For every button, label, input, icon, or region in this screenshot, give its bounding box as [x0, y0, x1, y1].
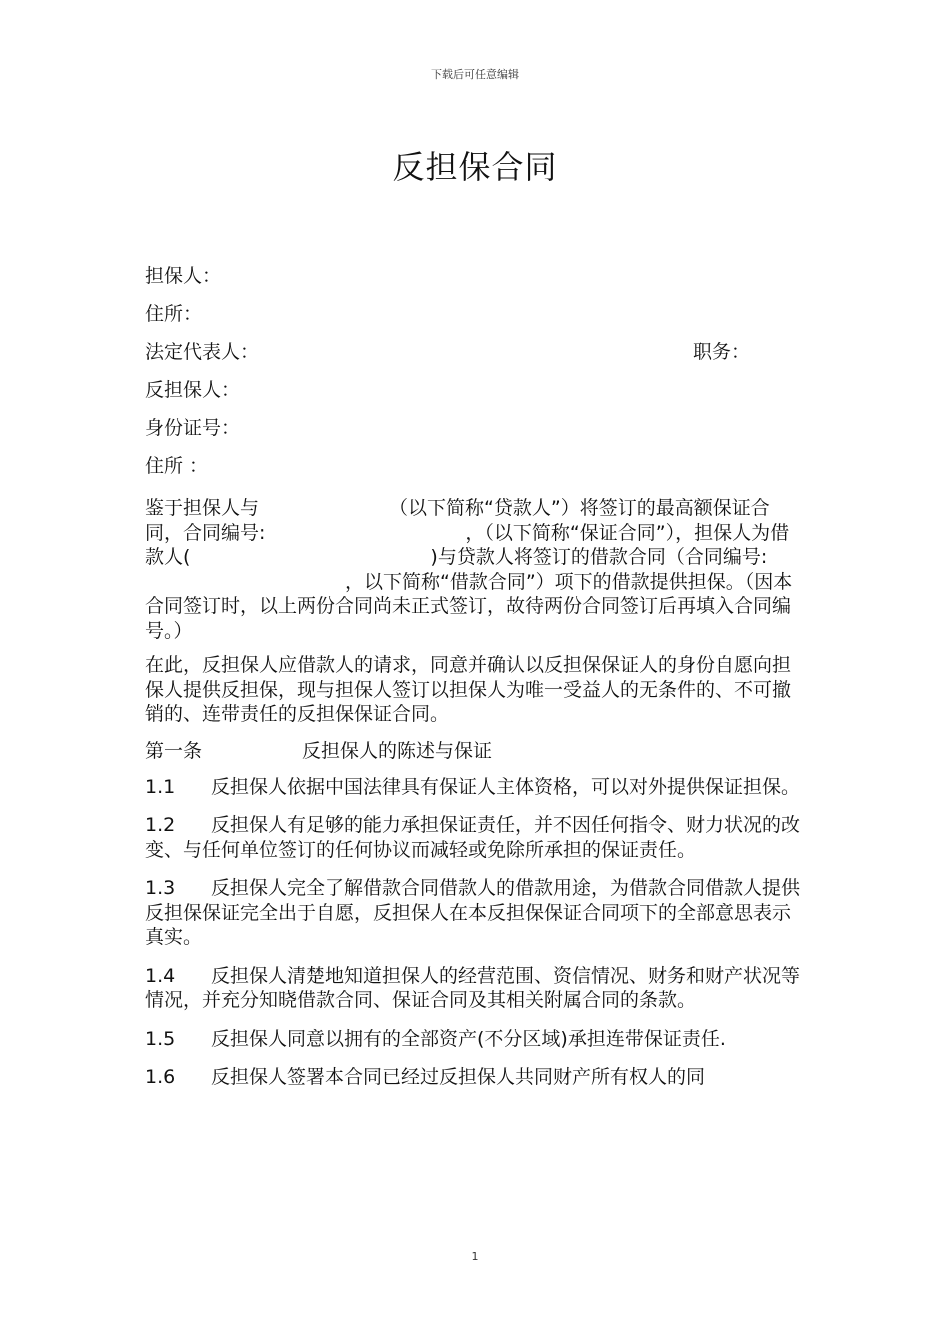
recital-text: 鉴于担保人与 [145, 497, 260, 519]
header-note: 下载后可任意编辑 [431, 68, 519, 81]
clause-number: 1.5 [145, 1027, 176, 1050]
position-label: 职务： [693, 341, 751, 363]
clause-text: 反担保人有足够的能力承担保证责任，并不因任何指令、财力状况的改变、与任何单位签订的任何协议而减轻或免除所承担的保证责任。 [145, 814, 801, 861]
counter-guarantor-field [145, 376, 805, 414]
clause-number: 1.2 [145, 814, 176, 836]
article-label: 第一条 [145, 739, 203, 762]
guarantor-label: 担保人： [145, 265, 222, 287]
clause-text: 反担保人完全了解借款合同借款人的借款用途，为借款合同借款人提供反担保保证完全出于自愿，反担保人在本反担保保证合同项下的全部意思表示真实。 [145, 877, 801, 948]
clause-text: 反担保人清楚地知道担保人的经营范围、资信情况、财务和财产状况等情况，并充分知晓借款合同、保证合同及其相关附属合同的条款。 [145, 964, 801, 1011]
id-number-label: 身份证号： [145, 417, 241, 439]
guarantor-field [145, 262, 805, 300]
document-body [145, 262, 805, 1104]
recital-text: ，（以下简称“保证合同”），担保人为借款人( [145, 521, 790, 568]
article-1-heading [145, 737, 805, 769]
address-label: 住所： [145, 303, 203, 325]
clause-number: 1.4 [145, 964, 176, 987]
recital-paragraph-1 [145, 496, 805, 643]
clause-number: 1.1 [145, 775, 176, 798]
clause-number: 1.3 [145, 877, 176, 899]
article-title: 反担保人的陈述与保证 [302, 739, 493, 762]
clause-text: 反担保人同意以拥有的全部资产(不分区域)承担连带保证责任. [211, 1027, 726, 1050]
id-number-field [145, 414, 805, 452]
clause-1-1 [145, 775, 805, 800]
address2-label: 住所 ： [145, 455, 209, 477]
page-number: 1 [471, 1250, 479, 1263]
legal-rep-field [145, 338, 805, 376]
clause-1-4 [145, 964, 805, 1013]
legal-rep-label: 法定代表人： [145, 341, 260, 363]
clause-text: 反担保人依据中国法律具有保证人主体资格，可以对外提供保证担保。 [211, 775, 801, 798]
address2-field [145, 452, 805, 490]
clause-text: 反担保人签署本合同已经过反担保人共同财产所有权人的同 [211, 1066, 706, 1088]
recital-text: )与贷款人将签订的借款合同（合同编号: [430, 546, 768, 568]
recital-text: ，以下简称“借款合同”）项下的借款提供担保。（因本合同签订时，以上两份合同尚未正式签订，故待两份合同签订后再填入合同编号。） [145, 570, 793, 642]
clause-1-2 [145, 813, 805, 862]
clause-1-3 [145, 876, 805, 950]
counter-guarantor-label: 反担保人： [145, 379, 241, 401]
recital-text: （以下简称“贷款人”）将签订的最高额保证合同，合同编号: [145, 497, 770, 544]
recital-paragraph-2: 在此，反担保人应借款人的请求，同意并确认以反担保保证人的身份自愿向担保人提供反担保，现与担保人签订以担保人为唯一受益人的无条件的、不可撤销的、连带责任的反担保保证合同。 [145, 654, 792, 725]
document-title: 反担保合同 [392, 148, 558, 186]
address-field [145, 300, 805, 338]
clause-1-6 [145, 1065, 805, 1090]
clause-1-5 [145, 1027, 805, 1052]
clause-number: 1.6 [145, 1066, 176, 1088]
